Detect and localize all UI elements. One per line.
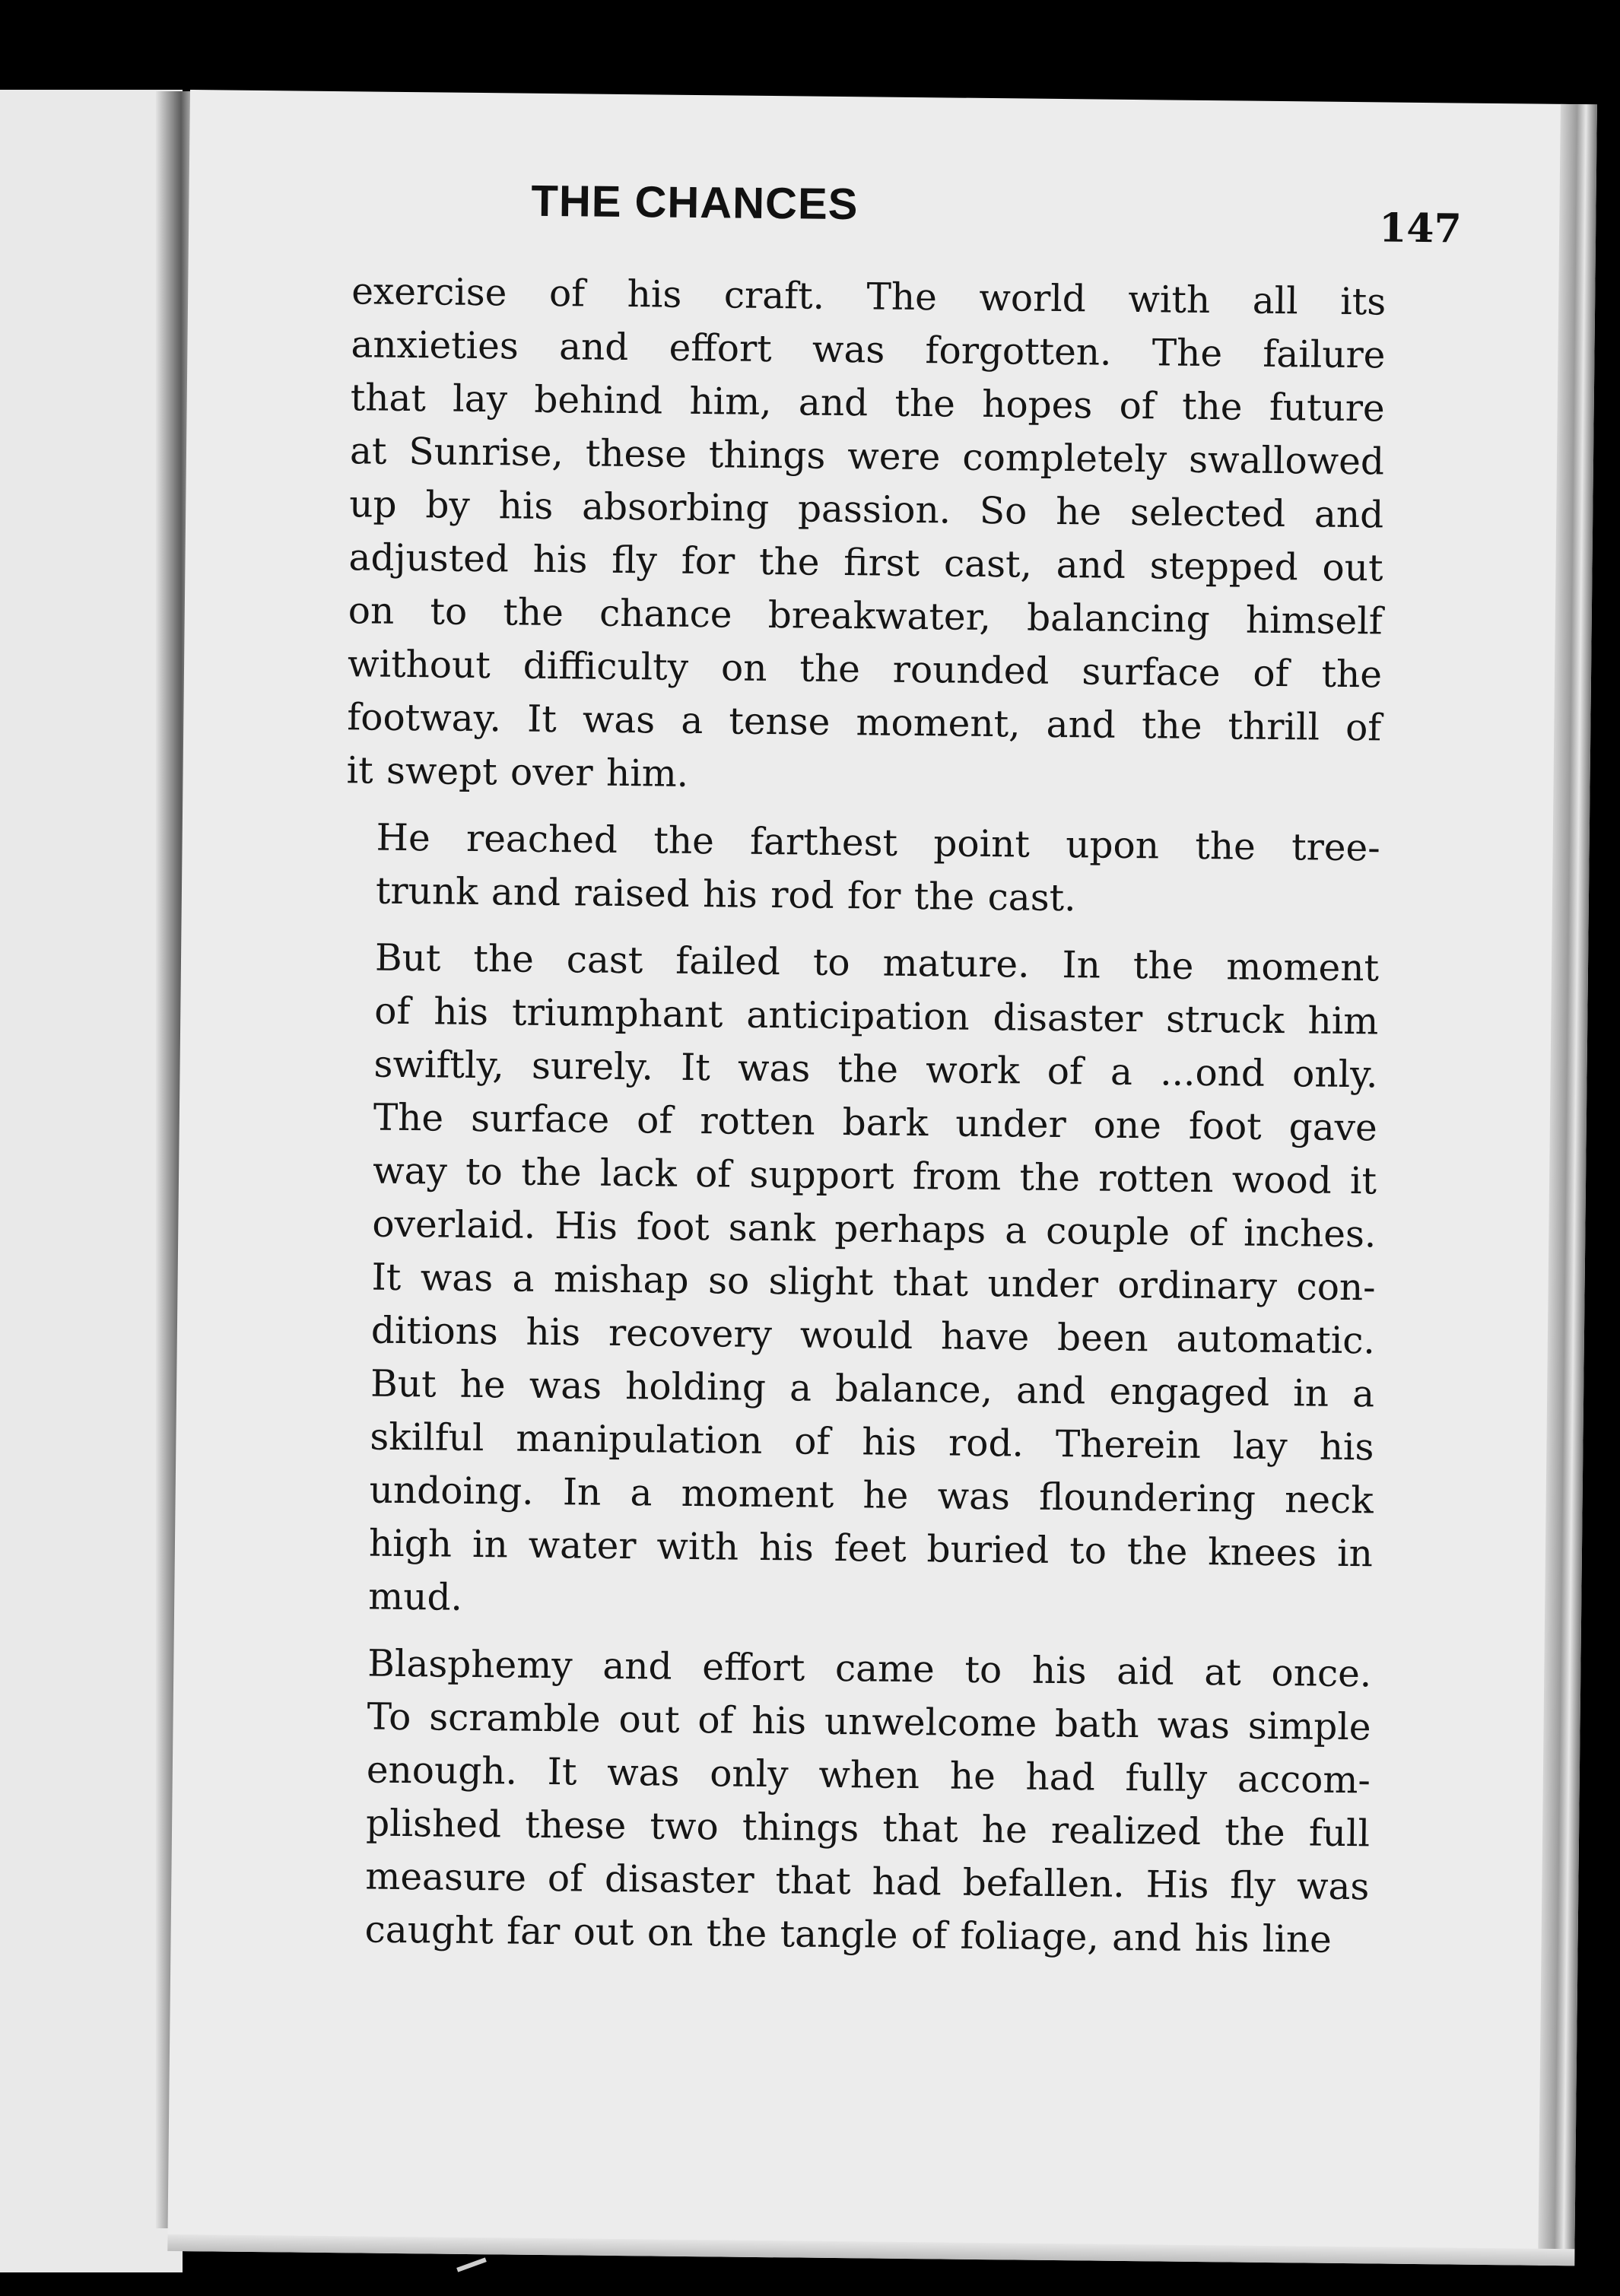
- text-line: To scramble out of his unwelcome bath was simple: [367, 1695, 1371, 1749]
- text-line: it swept over him.: [346, 749, 689, 796]
- text-line: enough. It was only when he had fully accom-: [366, 1748, 1371, 1802]
- text-line: on to the chance breakwater, balancing himself: [348, 589, 1383, 643]
- text-line: ditions his recovery would have been automatic.: [370, 1309, 1376, 1363]
- text-line: The surface of rotten bark under one foot gave: [373, 1096, 1378, 1150]
- text-line: way to the lack of support from the rotten wood it: [372, 1149, 1377, 1203]
- text-line: swiftly, surely. It was the work of a ...ond only.: [373, 1043, 1378, 1097]
- scan-mark: [456, 2257, 487, 2272]
- text-line: Blasphemy and effort came to his aid at once.: [367, 1642, 1372, 1696]
- text-line: He reached the farthest point upon the tree-: [376, 816, 1380, 870]
- paragraph: [345, 811, 1380, 928]
- text-line: overlaid. His foot sank perhaps a couple of inches.: [372, 1202, 1377, 1256]
- text-line: adjusted his fly for the first cast, and stepped out: [348, 536, 1383, 590]
- text-line: anxieties and effort was forgotten. The failure: [351, 323, 1386, 377]
- text-line: at Sunrise, these things were completely swallowed: [349, 430, 1385, 484]
- text-line: footway. It was a tense moment, and the thrill of: [347, 696, 1382, 750]
- text-line: But the cast failed to mature. In the moment: [374, 936, 1380, 990]
- text-line: high in water with his feet buried to the knees in: [368, 1522, 1374, 1576]
- text-line: mud.: [367, 1575, 463, 1619]
- text-line: skilful manipulation of his rod. Therein lay his: [370, 1415, 1374, 1469]
- text-line: measure of disaster that had befallen. His fly was: [365, 1855, 1370, 1909]
- left-page-edge: [0, 90, 183, 2272]
- text-line: But he was holding a balance, and engaged in a: [370, 1362, 1375, 1416]
- text-line: up by his absorbing passion. So he selected and: [349, 483, 1384, 537]
- running-head-title: THE CHANCES: [531, 176, 859, 230]
- paragraph: [334, 1637, 1371, 1967]
- text-line: It was a mishap so slight that under ordinary con-: [371, 1256, 1376, 1310]
- page-bottom-edge: [167, 2234, 1574, 2266]
- text-line: that lay behind him, and the hopes of the future: [350, 376, 1385, 430]
- body-text: [334, 265, 1386, 1967]
- right-page: [167, 90, 1597, 2266]
- text-line: caught far out on the tangle of foliage, and his line: [364, 1908, 1333, 1961]
- page-number: 147: [1378, 205, 1463, 252]
- text-line: trunk and raised his rod for the cast.: [375, 869, 1076, 920]
- text-line: plished these two things that he realized the full: [365, 1802, 1371, 1856]
- text-line: exercise of his craft. The world with all its: [351, 270, 1387, 324]
- page-right-edge: [1538, 104, 1597, 2266]
- paragraph: [346, 265, 1386, 808]
- paragraph: [338, 931, 1379, 1634]
- text-line: without difficulty on the rounded surface of the: [347, 643, 1383, 697]
- text-line: undoing. In a moment he was floundering neck: [369, 1469, 1374, 1523]
- text-line: of his triumphant anticipation disaster struck him: [374, 989, 1379, 1043]
